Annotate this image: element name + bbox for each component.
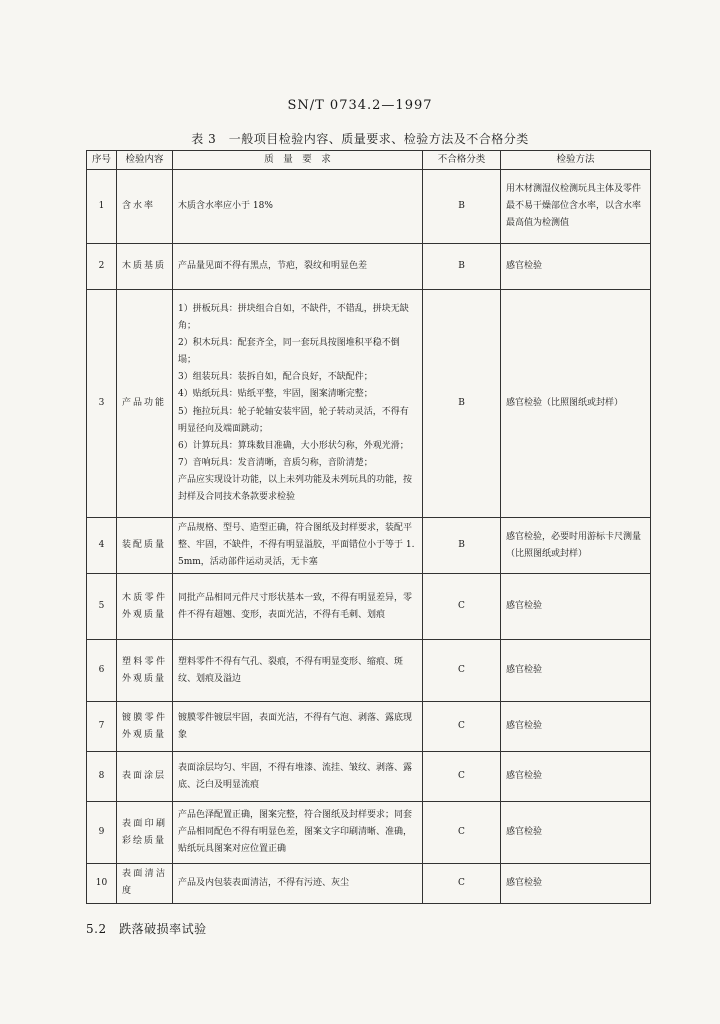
row-inspection-method: 感官检验 (501, 802, 651, 864)
row-number: 6 (87, 640, 117, 702)
inspection-table (86, 150, 651, 904)
row-requirement (173, 802, 423, 864)
requirement-line: 塑料零件不得有气孔、裂痕，不得有明显变形、缩痕、斑纹、划痕及溢边 (178, 656, 404, 684)
row-inspection-method: 感官检验，必要时用游标卡尺测量（比照图纸或封样） (501, 518, 651, 574)
table-row (87, 290, 651, 518)
requirement-line: 6）计算玩具：算珠数目准确，大小形状匀称，外观光滑； (178, 440, 409, 451)
row-inspection-method: 感官检验 (501, 574, 651, 640)
table-row (87, 640, 651, 702)
requirement-line: 镀膜零件镀层牢固，表面光洁，不得有气泡、剥落、露底现象 (178, 712, 413, 740)
table-row (87, 518, 651, 574)
row-number: 1 (87, 170, 117, 244)
row-requirement (173, 702, 423, 752)
row-inspection-item: 产品功能 (117, 290, 173, 518)
row-nonconformity-class: C (423, 864, 501, 903)
row-inspection-item: 镀膜零件外观质量 (117, 702, 173, 752)
row-number: 8 (87, 752, 117, 802)
row-number: 3 (87, 290, 117, 518)
row-nonconformity-class: B (423, 518, 501, 574)
header-method: 检验方法 (501, 151, 651, 170)
table-caption: 表 3 一般项目检验内容、质量要求、检验方法及不合格分类 (191, 132, 529, 146)
row-number: 7 (87, 702, 117, 752)
requirement-line: 3）组装玩具：装拆自如，配合良好，不缺配件； (178, 372, 373, 383)
requirement-line: 4）贴纸玩具：贴纸平整，牢固，图案清晰完整； (178, 389, 373, 400)
row-nonconformity-class: C (423, 574, 501, 640)
row-requirement (173, 640, 423, 702)
table-row (87, 574, 651, 640)
requirement-line: 产品应实现设计功能，以上未列功能及未列玩具的功能，按封样及合同技术条款要求检验 (178, 474, 413, 503)
section-heading: 5.2 跌落破损率试验 (86, 922, 207, 936)
row-inspection-item: 含水率 (117, 170, 173, 244)
row-requirement (173, 290, 423, 518)
row-nonconformity-class: C (423, 752, 501, 802)
row-nonconformity-class: C (423, 702, 501, 752)
table-row (87, 802, 651, 864)
requirement-line: 产品规格、型号、造型正确，符合图纸及封样要求，装配平整、牢固，不缺件，不得有明显溢胶，平面错位小于等于 1.5mm，活动部件运动灵活，无卡塞 (178, 523, 415, 568)
row-inspection-item: 木质零件外观质量 (117, 574, 173, 640)
header-item: 检验内容 (117, 151, 173, 170)
table-row (87, 244, 651, 290)
row-requirement (173, 170, 423, 244)
row-inspection-method: 感官检验 (501, 244, 651, 290)
row-requirement (173, 574, 423, 640)
requirement-line: 产品量见面不得有黑点，节疤，裂纹和明显色差 (178, 261, 368, 271)
header-no: 序号 (87, 151, 117, 170)
row-inspection-item: 装配质量 (117, 518, 173, 574)
row-requirement (173, 864, 423, 903)
row-nonconformity-class: C (423, 640, 501, 702)
row-nonconformity-class: B (423, 244, 501, 290)
requirement-line: 同批产品相同元件尺寸形状基本一致，不得有明显差异，零件不得有超翘、变形，表面光洁，不得有毛刺、划痕 (178, 592, 413, 620)
requirement-line: 5）拖拉玩具：轮子轮轴安装牢固，轮子转动灵活，不得有明显径向及端面跳动； (178, 406, 409, 434)
row-number: 5 (87, 574, 117, 640)
row-inspection-method: 感官检验 (501, 702, 651, 752)
row-inspection-method: 感官检验（比照图纸或封样） (501, 290, 651, 518)
requirement-line: 2）积木玩具：配套齐全，同一套玩具按图堆积平稳不倒塌； (178, 338, 400, 366)
row-requirement (173, 752, 423, 802)
row-inspection-method: 感官检验 (501, 640, 651, 702)
row-inspection-method: 感官检验 (501, 864, 651, 903)
row-nonconformity-class: B (423, 170, 501, 244)
header-classification: 不合格分类 (423, 151, 501, 170)
requirement-line: 产品及内包装表面清洁，不得有污迹、灰尘 (178, 877, 350, 888)
requirement-line: 7）音响玩具：发音清晰，音质匀称，音阶清楚； (178, 457, 373, 468)
table-row (87, 864, 651, 903)
row-inspection-item: 表面清洁度 (117, 864, 173, 903)
row-requirement (173, 518, 423, 574)
requirement-line: 产品色泽配置正确，图案完整，符合图纸及封样要求；同套产品相同配色不得有明显色差，图案文字印刷清晰、准确，贴纸玩具图案对应位置正确 (178, 810, 413, 855)
table-row (87, 170, 651, 244)
table-row (87, 702, 651, 752)
row-number: 2 (87, 244, 117, 290)
requirement-line: 1）拼板玩具：拼块组合自如，不缺件，不错乱，拼块无缺角； (178, 303, 409, 332)
row-nonconformity-class: B (423, 290, 501, 518)
header-requirement: 质 量 要 求 (173, 151, 423, 170)
row-inspection-item: 塑料零件外观质量 (117, 640, 173, 702)
row-number: 10 (87, 864, 117, 903)
row-inspection-item: 木质基质 (117, 244, 173, 290)
row-inspection-item: 表面印刷彩绘质量 (117, 802, 173, 864)
row-inspection-item: 表面涂层 (117, 752, 173, 802)
table-header-row (87, 151, 651, 170)
row-inspection-method: 用木材测湿仪检测玩具主体及零件最不易干燥部位含水率，以含水率最高值为检测值 (501, 170, 651, 244)
requirement-line: 木质含水率应小于 18% (178, 201, 273, 211)
row-inspection-method: 感官检验 (501, 752, 651, 802)
row-number: 4 (87, 518, 117, 574)
row-number: 9 (87, 802, 117, 864)
standard-code-header: SN/T 0734.2—1997 (287, 98, 433, 113)
row-nonconformity-class: C (423, 802, 501, 864)
row-requirement (173, 244, 423, 290)
requirement-line: 表面涂层均匀、牢固，不得有堆漆、流挂、皱纹、剥落、露底、泛白及明显流痕 (178, 762, 413, 790)
table-row (87, 752, 651, 802)
